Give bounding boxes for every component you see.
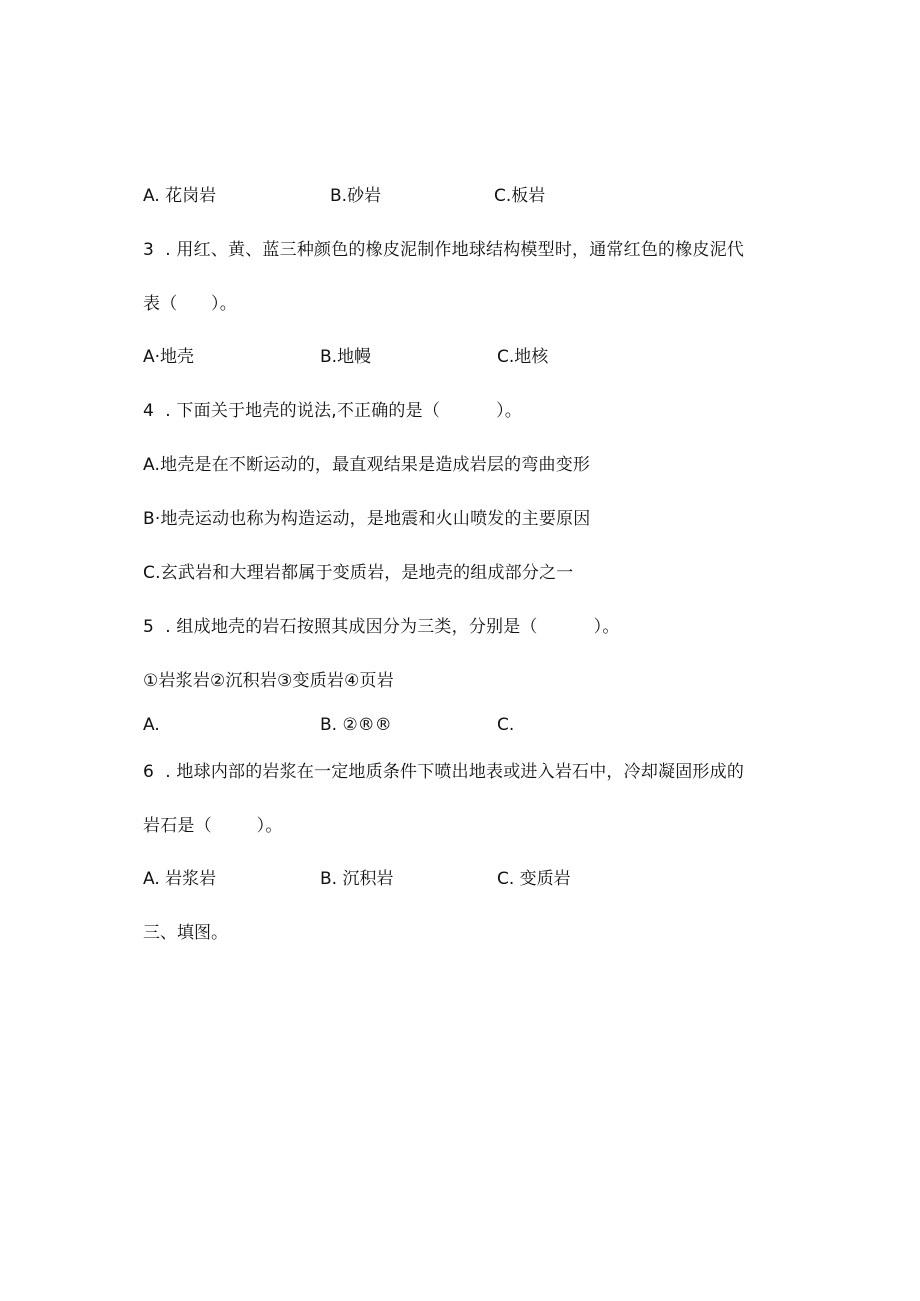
q5-option-c: C. bbox=[497, 715, 515, 735]
q5-items: ①岩浆岩②沉积岩③变质岩④页岩 bbox=[143, 671, 394, 691]
q5-options-row bbox=[0, 714, 920, 736]
q3-stem-line2: 表（ ）。 bbox=[143, 294, 237, 314]
q2-option-b: B.砂岩 bbox=[330, 186, 382, 206]
q4-option-c: C.玄武岩和大理岩都属于变质岩，是地壳的组成部分之一 bbox=[143, 563, 574, 583]
q2-options-row bbox=[0, 185, 920, 207]
q4-option-b: B·地壳运动也称为构造运动，是地震和火山喷发的主要原因 bbox=[143, 509, 591, 529]
q5-option-b: B. ②®® bbox=[320, 715, 392, 735]
q3-option-b: B.地幔 bbox=[320, 347, 372, 367]
q3-options-row bbox=[0, 346, 920, 368]
q4-option-a: A.地壳是在不断运动的，最直观结果是造成岩层的弯曲变形 bbox=[143, 455, 591, 475]
q6-option-a: A. 岩浆岩 bbox=[143, 869, 217, 889]
q5-option-a: A. bbox=[143, 715, 160, 735]
q4-stem: 4 . 下面关于地壳的说法,不正确的是（ ）。 bbox=[143, 401, 522, 421]
q6-stem-line2: 岩石是（ ）。 bbox=[143, 816, 283, 836]
q5-stem: 5 . 组成地壳的岩石按照其成因分为三类，分别是（ ）。 bbox=[143, 617, 620, 637]
section-three-title: 三、填图。 bbox=[143, 923, 228, 943]
q3-option-a: A·地壳 bbox=[143, 347, 195, 367]
q6-option-b: B. 沉积岩 bbox=[320, 869, 394, 889]
q6-stem-line1: 6 . 地球内部的岩浆在一定地质条件下喷出地表或进入岩石中，冷却凝固形成的 bbox=[143, 762, 745, 782]
q2-option-a: A. 花岗岩 bbox=[143, 186, 217, 206]
q6-option-c: C. 变质岩 bbox=[497, 869, 571, 889]
q3-option-c: C.地核 bbox=[497, 347, 549, 367]
q3-stem-line1: 3 . 用红、黄、蓝三种颜色的橡皮泥制作地球结构模型时，通常红色的橡皮泥代 bbox=[143, 240, 745, 260]
q2-option-c: C.板岩 bbox=[494, 186, 546, 206]
q6-options-row bbox=[0, 868, 920, 890]
